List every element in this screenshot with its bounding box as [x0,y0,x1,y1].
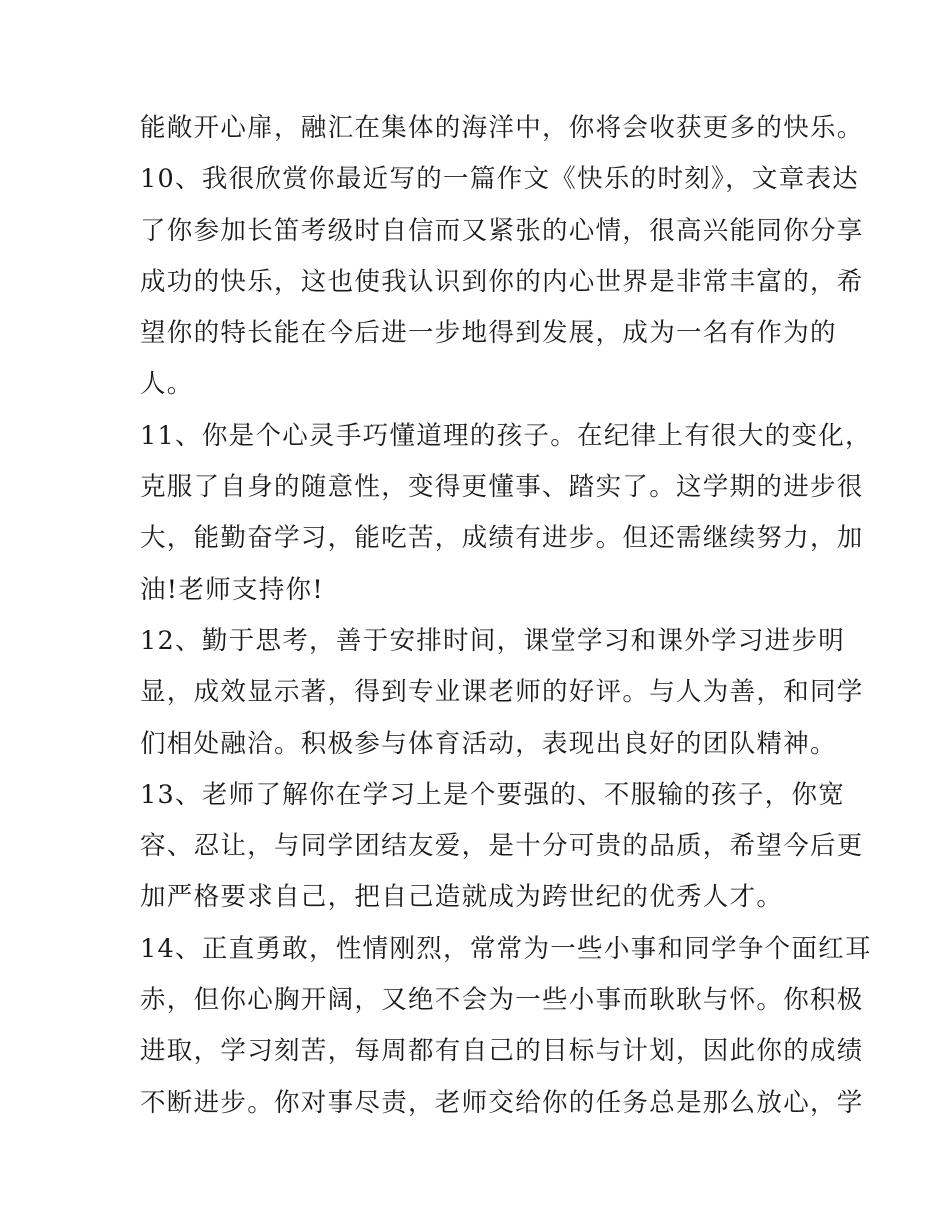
text-line: 12、勤于思考，善于安排时间，课堂学习和课外学习进步明 [140,625,846,656]
text-line: 成功的快乐，这也使我认识到你的内心世界是非常丰富的，希 [140,266,864,297]
text-line: 能敞开心扉，融汇在集体的海洋中，你将会收获更多的快乐。 [140,113,864,143]
text-line: 不断进步。你对事尽责，老师交给你的任务总是那么放心，学 [140,1087,864,1118]
text-line: 加严格要求自己，把自己造就成为跨世纪的优秀人才。 [140,882,784,913]
text-line: 了你参加长笛考级时自信而又紧张的心情，很高兴能同你分享 [140,215,864,246]
text-line: 显，成效显示著，得到专业课老师的好评。与人为善，和同学 [140,677,864,708]
document-page [140,103,872,1129]
text-line: 11、你是个心灵手巧懂道理的孩子。在纪律上有很大的变化， [140,420,872,451]
text-line: 人。 [140,369,194,400]
text-line: 油!老师支持你! [140,574,324,605]
text-line: 大，能勤奋学习，能吃苦，成绩有进步。但还需继续努力，加 [140,523,864,554]
text-line: 10、我很欣赏你最近写的一篇作文《快乐的时刻》，文章表达 [140,164,860,195]
text-line: 望你的特长能在今后进一步地得到发展，成为一名有作为的 [140,318,837,349]
text-line: 克服了自身的随意性，变得更懂事、踏实了。这学期的进步很 [140,472,864,503]
text-line: 赤，但你心胸开阔，又绝不会为一些小事而耿耿与怀。你积极 [140,985,864,1016]
text-line: 们相处融洽。积极参与体育活动，表现出良好的团队精神。 [140,728,837,759]
text-line: 容、忍让，与同学团结友爱，是十分可贵的品质，希望今后更 [140,831,864,862]
text-line: 13、老师了解你在学习上是个要强的、不服输的孩子，你宽 [140,779,846,810]
text-line: 进取，学习刻苦，每周都有自己的目标与计划，因此你的成绩 [140,1036,864,1067]
text-line: 14、正直勇敢，性情刚烈，常常为一些小事和同学争个面红耳 [140,933,872,964]
